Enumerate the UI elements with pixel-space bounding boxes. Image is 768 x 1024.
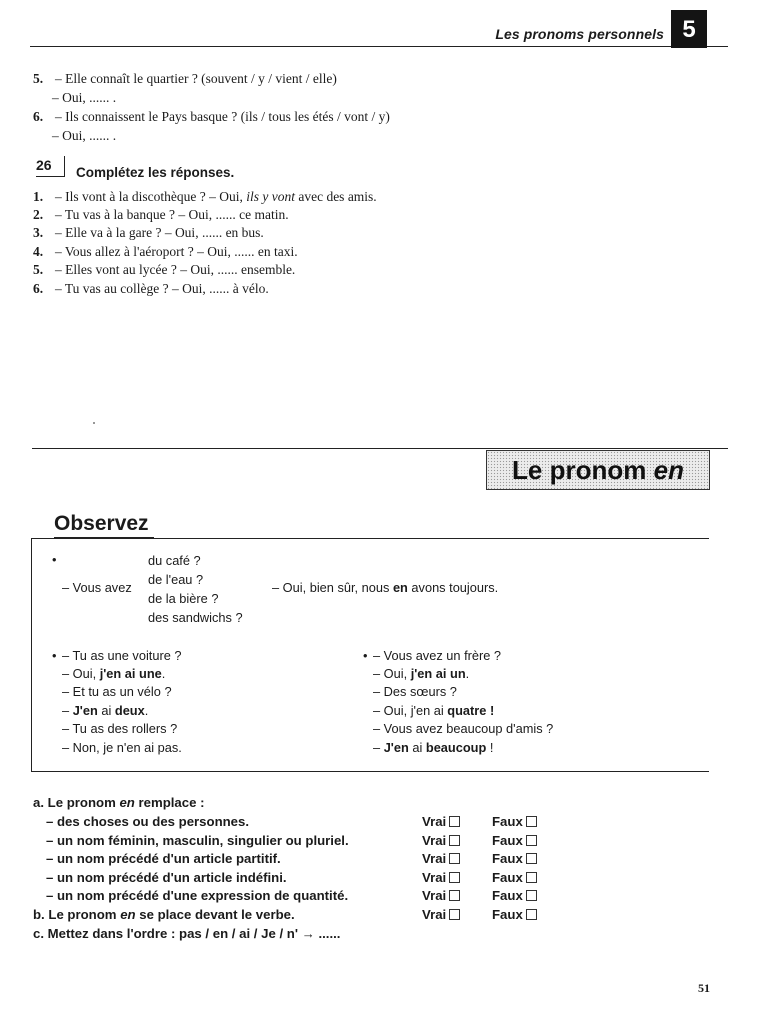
vrai-checkbox[interactable]: [449, 853, 460, 864]
dialogue-left-line: – Oui, j'en ai une.: [62, 666, 166, 681]
section-rule: [32, 448, 728, 449]
dialogue-right-line: – Oui, j'en ai un.: [373, 666, 470, 681]
chapter-number-badge: 5: [671, 10, 707, 48]
vrai-checkbox[interactable]: [449, 890, 460, 901]
vrai-checkbox[interactable]: [449, 816, 460, 827]
vrai-checkbox[interactable]: [449, 872, 460, 883]
dialogue-left-line: – Tu as des rollers ?: [62, 721, 178, 736]
vrai-option[interactable]: Vrai: [422, 887, 460, 905]
section-title: Le pronom en: [512, 455, 684, 485]
dialogue-left-line: – J'en ai deux.: [62, 703, 149, 718]
vrai-option[interactable]: Vrai: [422, 850, 460, 868]
vrai-checkbox[interactable]: [449, 909, 460, 920]
vrai-option[interactable]: Vrai: [422, 813, 460, 831]
option-sandwichs: des sandwichs ?: [148, 610, 243, 625]
chapter-title: Les pronoms personnels: [495, 26, 664, 42]
faux-checkbox[interactable]: [526, 909, 537, 920]
dialogue-right-line: – Oui, j'en ai quatre !: [373, 703, 495, 718]
statement: – un nom précédé d'une expression de quantité.: [46, 888, 349, 903]
vrai-checkbox[interactable]: [449, 835, 460, 846]
statement: – un nom précédé d'un article partitif.: [46, 851, 281, 866]
exercise-item: 3. – Elle va à la gare ? – Oui, ...... en bus.: [33, 225, 264, 240]
dialogue-right-line: – Vous avez un frère ?: [373, 648, 502, 663]
exercise-item: 2. – Tu vas à la banque ? – Oui, ...... ce matin.: [33, 207, 289, 222]
exercise-item: 4. – Vous allez à l'aéroport ? – Oui, ...... en taxi.: [33, 244, 298, 259]
continued-item-5: 5. – Elle connaît le quartier ? (souvent / y / vient / elle): [33, 71, 337, 86]
question-c: c. Mettez dans l'ordre : pas / en / ai / Je / n' → ......: [33, 926, 341, 941]
exercise-item: 6. – Tu vas au collège ? – Oui, ...... à vélo.: [33, 281, 269, 296]
vrai-option[interactable]: Vrai: [422, 832, 460, 850]
faux-checkbox[interactable]: [526, 835, 537, 846]
print-speck: [93, 422, 95, 424]
exercise-number-vrule: [64, 156, 65, 177]
question-a: a. Le pronom en remplace :: [33, 795, 205, 810]
bullet: •: [363, 648, 368, 663]
statement: – des choses ou des personnes.: [46, 814, 250, 829]
exercise-instruction: Complétez les réponses.: [76, 165, 235, 180]
faux-checkbox[interactable]: [526, 853, 537, 864]
dialogue-right-line: – Des sœurs ?: [373, 684, 457, 699]
statement: – un nom précédé d'un article indéfini.: [46, 870, 287, 885]
faux-option[interactable]: Faux: [492, 850, 537, 868]
dialogue-left-line: – Et tu as un vélo ?: [62, 684, 172, 699]
option-eau: de l'eau ?: [148, 572, 204, 587]
faux-option[interactable]: Faux: [492, 906, 537, 924]
continued-item-6: 6. – Ils connaissent le Pays basque ? (ils / tous les étés / vont / y): [33, 109, 390, 124]
dialogue-left-line: – Tu as une voiture ?: [62, 648, 182, 663]
question-b: b. Le pronom en se place devant le verbe.: [33, 907, 295, 922]
statement: – un nom féminin, masculin, singulier ou pluriel.: [46, 833, 349, 848]
dialogue-right-line: – J'en ai beaucoup !: [373, 740, 494, 755]
header-rule: [30, 46, 728, 47]
question-vous-avez: – Vous avez: [62, 580, 132, 595]
continued-answer-6: – Oui, ...... .: [52, 128, 117, 143]
bullet: •: [52, 648, 57, 663]
exercise-number: 26: [36, 157, 52, 173]
faux-option[interactable]: Faux: [492, 832, 537, 850]
faux-option[interactable]: Faux: [492, 813, 537, 831]
exercise-number-rule: [36, 176, 64, 177]
option-cafe: du café ?: [148, 553, 201, 568]
faux-option[interactable]: Faux: [492, 887, 537, 905]
vrai-option[interactable]: Vrai: [422, 906, 460, 924]
observez-heading: Observez: [54, 512, 149, 535]
exercise-item: 5. – Elles vont au lycée ? – Oui, ...... ensemble.: [33, 262, 296, 277]
dialogue-right-line: – Vous avez beaucoup d'amis ?: [373, 721, 554, 736]
continued-answer-5: – Oui, ...... .: [52, 90, 117, 105]
faux-option[interactable]: Faux: [492, 869, 537, 887]
answer-nous-en-avons: – Oui, bien sûr, nous en avons toujours.: [272, 580, 499, 595]
option-biere: de la bière ?: [148, 591, 219, 606]
bullet: •: [52, 552, 57, 567]
vrai-option[interactable]: Vrai: [422, 869, 460, 887]
dialogue-left-line: – Non, je n'en ai pas.: [62, 740, 182, 755]
exercise-item: 1. – Ils vont à la discothèque ? – Oui, ils y vont avec des amis.: [33, 189, 377, 204]
faux-checkbox[interactable]: [526, 872, 537, 883]
page-number: 51: [698, 981, 710, 995]
faux-checkbox[interactable]: [526, 816, 537, 827]
faux-checkbox[interactable]: [526, 890, 537, 901]
